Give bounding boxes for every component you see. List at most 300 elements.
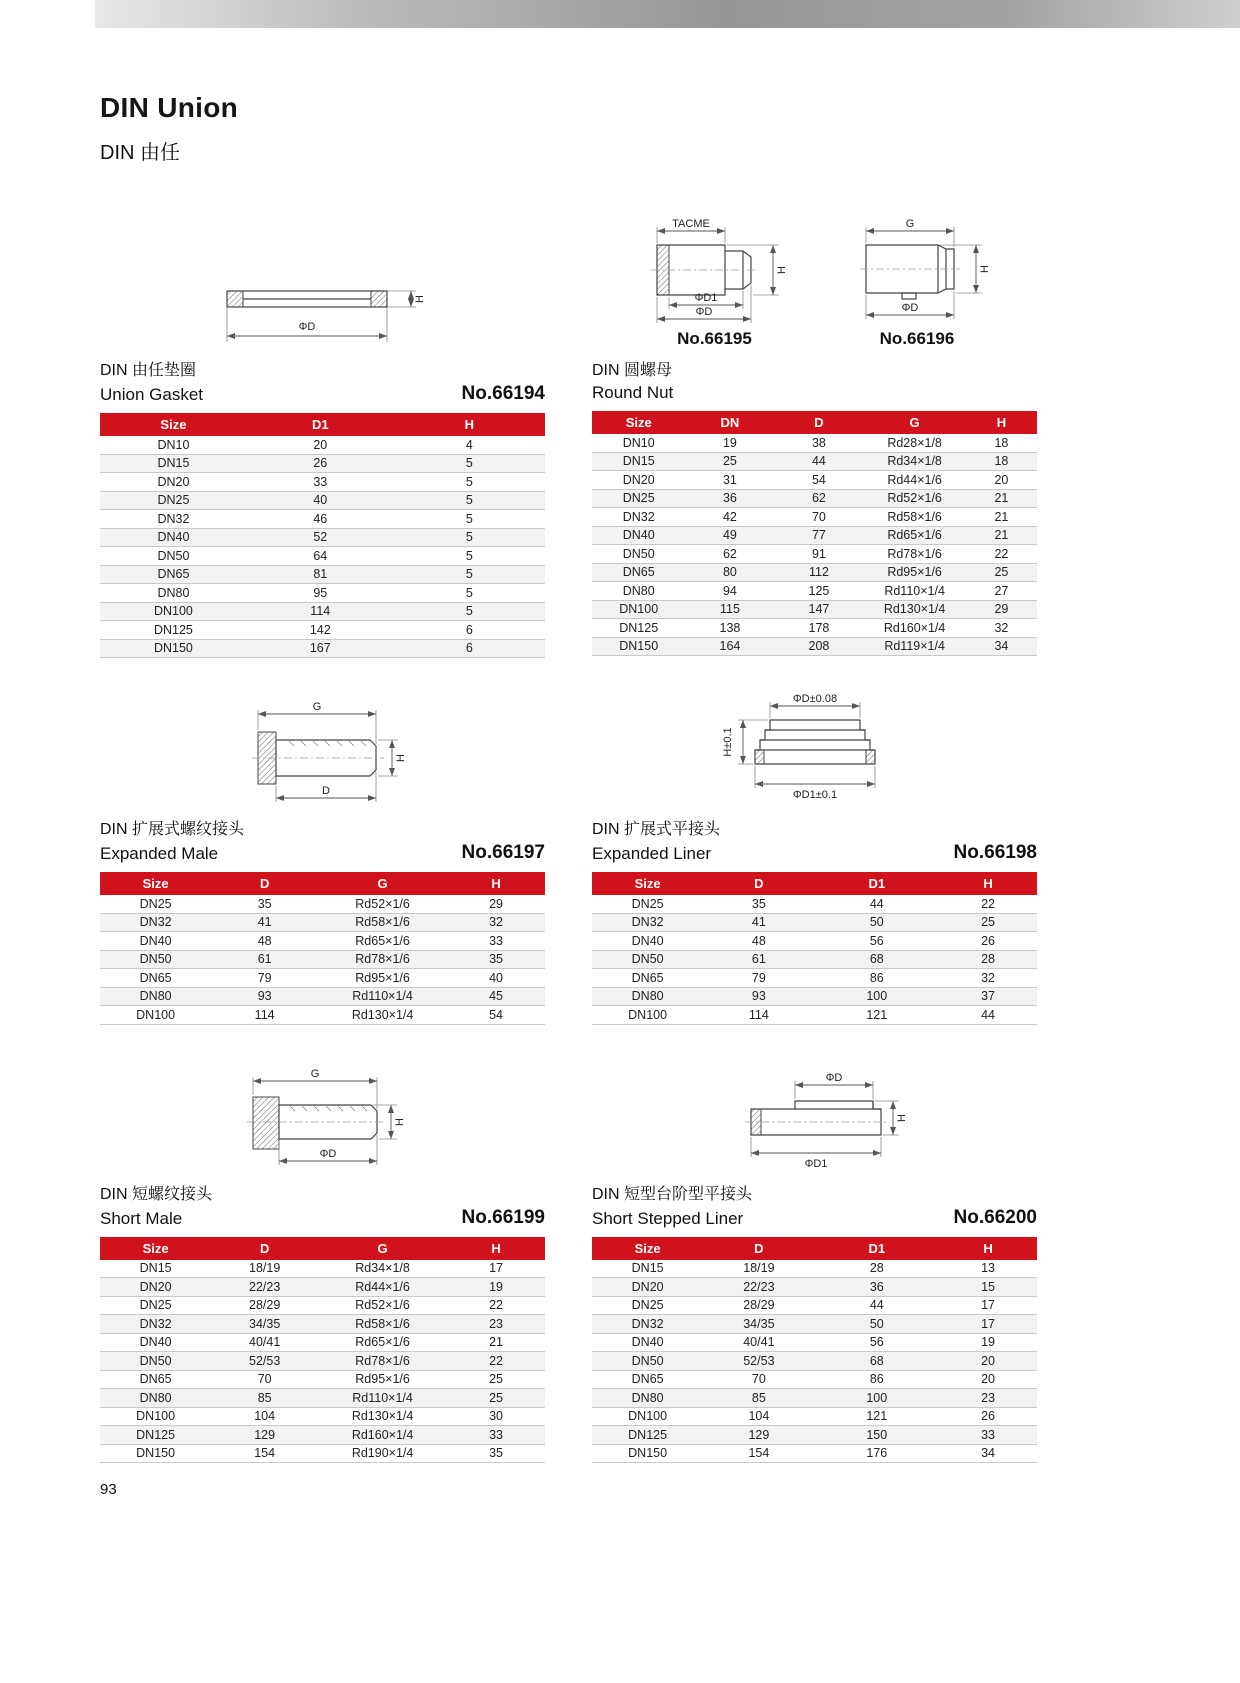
table-cell: 18/19 bbox=[211, 1260, 318, 1278]
table-row bbox=[100, 950, 545, 969]
table-cell: 38 bbox=[774, 434, 863, 452]
table-row bbox=[100, 1278, 545, 1297]
table-row bbox=[592, 1444, 1037, 1463]
table-cell: 18 bbox=[966, 452, 1037, 471]
table-cell: 21 bbox=[966, 508, 1037, 527]
table-row bbox=[592, 913, 1037, 932]
table-cell: 104 bbox=[703, 1407, 814, 1426]
table-cell: 29 bbox=[447, 895, 545, 913]
round-nut-figure-threaded bbox=[637, 213, 792, 349]
table-cell: Rd58×1/6 bbox=[318, 1315, 447, 1334]
part-number: No.66199 bbox=[461, 1206, 545, 1228]
table-row bbox=[100, 454, 545, 473]
table-cell: 25 bbox=[447, 1370, 545, 1389]
short-stepped-liner-technical-drawing bbox=[715, 1069, 915, 1173]
table-cell: DN10 bbox=[592, 434, 685, 452]
table-cell: 19 bbox=[685, 434, 774, 452]
table-cell: 104 bbox=[211, 1407, 318, 1426]
table-cell: 150 bbox=[815, 1426, 940, 1445]
table-cell: DN20 bbox=[592, 471, 685, 490]
table-body bbox=[100, 895, 545, 1024]
table-cell: 34/35 bbox=[703, 1315, 814, 1334]
expanded-male-technical-drawing bbox=[230, 702, 415, 808]
table-cell: 68 bbox=[815, 950, 940, 969]
table-cell: DN50 bbox=[592, 1352, 703, 1371]
table-cell: 129 bbox=[211, 1426, 318, 1445]
table-cell: DN15 bbox=[592, 1260, 703, 1278]
table-row bbox=[100, 584, 545, 603]
table-body bbox=[100, 1260, 545, 1463]
table-cell: DN65 bbox=[592, 969, 703, 988]
table-cell: 100 bbox=[815, 1389, 940, 1408]
table-cell: 30 bbox=[447, 1407, 545, 1426]
column-header: D bbox=[211, 872, 318, 895]
table-cell: 37 bbox=[939, 987, 1037, 1006]
table-cell: 79 bbox=[211, 969, 318, 988]
table-cell: 5 bbox=[394, 510, 545, 529]
table-cell: DN32 bbox=[592, 508, 685, 527]
table-cell: 28/29 bbox=[703, 1296, 814, 1315]
table-cell: DN40 bbox=[592, 932, 703, 951]
table-cell: 25 bbox=[447, 1389, 545, 1408]
table-cell: 52/53 bbox=[211, 1352, 318, 1371]
short-male-technical-drawing bbox=[223, 1069, 423, 1173]
table-cell: DN100 bbox=[100, 602, 247, 621]
table-cell: DN10 bbox=[100, 436, 247, 454]
table-row bbox=[592, 582, 1037, 601]
section-title-en: Expanded Male bbox=[100, 844, 219, 863]
table-cell: Rd44×1/6 bbox=[318, 1278, 447, 1297]
table-cell: 27 bbox=[966, 582, 1037, 601]
table-row bbox=[100, 1296, 545, 1315]
table-row bbox=[592, 950, 1037, 969]
table-cell: DN125 bbox=[100, 621, 247, 640]
section-title-cn: DIN 短螺纹接头 bbox=[100, 1185, 213, 1203]
table-cell: DN32 bbox=[100, 1315, 211, 1334]
table-cell: DN65 bbox=[592, 563, 685, 582]
table-cell: DN150 bbox=[592, 1444, 703, 1463]
table-cell: DN125 bbox=[592, 619, 685, 638]
table-cell: 17 bbox=[939, 1315, 1037, 1334]
column-header: D bbox=[211, 1237, 318, 1260]
table-cell: 25 bbox=[966, 563, 1037, 582]
table-row bbox=[100, 1260, 545, 1278]
table-cell: 154 bbox=[703, 1444, 814, 1463]
table-cell: DN80 bbox=[592, 582, 685, 601]
table-cell: DN40 bbox=[100, 1333, 211, 1352]
column-header: D1 bbox=[247, 413, 394, 436]
table-cell: DN15 bbox=[100, 454, 247, 473]
table-cell: DN15 bbox=[592, 452, 685, 471]
table-header-row bbox=[100, 413, 545, 436]
section-expanded-liner bbox=[592, 694, 1037, 1025]
table-cell: DN100 bbox=[592, 1407, 703, 1426]
table-cell: Rd110×1/4 bbox=[863, 582, 965, 601]
table-cell: Rd95×1/6 bbox=[318, 969, 447, 988]
table-cell: DN150 bbox=[100, 1444, 211, 1463]
dim-label-phi-d1: ΦD1±0.1 bbox=[792, 789, 838, 801]
table-cell: DN65 bbox=[592, 1370, 703, 1389]
table-cell: 167 bbox=[247, 639, 394, 658]
dim-label-g: G bbox=[905, 218, 915, 230]
table-cell: 70 bbox=[211, 1370, 318, 1389]
table-cell: 68 bbox=[815, 1352, 940, 1371]
thread-spec-label: TACME bbox=[672, 218, 710, 230]
table-cell: DN25 bbox=[592, 489, 685, 508]
table-row bbox=[100, 639, 545, 658]
table-row bbox=[592, 619, 1037, 638]
table-row bbox=[100, 1352, 545, 1371]
column-header: H bbox=[394, 413, 545, 436]
round-nut-table bbox=[592, 411, 1037, 656]
dim-label-h: H bbox=[393, 1117, 406, 1126]
table-row bbox=[100, 1315, 545, 1334]
table-cell: DN32 bbox=[100, 913, 211, 932]
table-row bbox=[592, 489, 1037, 508]
column-header: D bbox=[774, 411, 863, 434]
table-cell: 15 bbox=[939, 1278, 1037, 1297]
table-cell: 94 bbox=[685, 582, 774, 601]
table-cell: 208 bbox=[774, 637, 863, 656]
table-row bbox=[100, 1389, 545, 1408]
dim-label-h: H bbox=[979, 265, 991, 273]
table-cell: 32 bbox=[939, 969, 1037, 988]
band-expanded-male-liner bbox=[100, 694, 1037, 1025]
column-header: G bbox=[318, 872, 447, 895]
short-male-table bbox=[100, 1237, 545, 1464]
table-cell: DN125 bbox=[592, 1426, 703, 1445]
table-cell: 32 bbox=[447, 913, 545, 932]
section-union-gasket bbox=[100, 181, 545, 658]
table-cell: 100 bbox=[815, 987, 940, 1006]
table-cell: Rd95×1/6 bbox=[318, 1370, 447, 1389]
column-header: DN bbox=[685, 411, 774, 434]
column-header: D1 bbox=[815, 1237, 940, 1260]
table-cell: 50 bbox=[815, 913, 940, 932]
table-cell: 22/23 bbox=[703, 1278, 814, 1297]
column-header: Size bbox=[592, 411, 685, 434]
table-cell: Rd160×1/4 bbox=[863, 619, 965, 638]
table-cell: 44 bbox=[815, 1296, 940, 1315]
table-cell: 22 bbox=[447, 1296, 545, 1315]
table-cell: DN40 bbox=[100, 932, 211, 951]
dim-label-h: H±0.1 bbox=[722, 727, 734, 757]
table-cell: 70 bbox=[774, 508, 863, 527]
table-cell: 81 bbox=[247, 565, 394, 584]
expanded-male-drawing-area bbox=[100, 694, 545, 816]
table-row bbox=[592, 1278, 1037, 1297]
section-title-cn: DIN 扩展式平接头 bbox=[592, 821, 721, 838]
table-cell: DN100 bbox=[100, 1006, 211, 1025]
table-cell: 5 bbox=[394, 454, 545, 473]
table-cell: 49 bbox=[685, 526, 774, 545]
section-expanded-male bbox=[100, 694, 545, 1025]
dim-label-phi-d: ΦD bbox=[901, 302, 919, 314]
table-cell: 32 bbox=[966, 619, 1037, 638]
section-title-cn: DIN 由任垫圈 bbox=[100, 362, 197, 379]
table-cell: Rd110×1/4 bbox=[318, 1389, 447, 1408]
section-short-male bbox=[100, 1061, 545, 1464]
table-cell: Rd130×1/4 bbox=[863, 600, 965, 619]
table-cell: DN50 bbox=[100, 547, 247, 566]
table-cell: 86 bbox=[815, 1370, 940, 1389]
dim-label-h: H bbox=[395, 754, 407, 762]
table-cell: Rd65×1/6 bbox=[318, 932, 447, 951]
table-cell: 85 bbox=[211, 1389, 318, 1408]
section-header bbox=[100, 1181, 545, 1229]
dim-label-phi-d: ΦD bbox=[825, 1071, 842, 1084]
table-cell: 112 bbox=[774, 563, 863, 582]
table-cell: DN50 bbox=[592, 950, 703, 969]
table-cell: 176 bbox=[815, 1444, 940, 1463]
table-cell: DN100 bbox=[100, 1407, 211, 1426]
table-cell: 95 bbox=[247, 584, 394, 603]
expanded-male-table bbox=[100, 872, 545, 1025]
expanded-liner-drawing-area bbox=[592, 694, 1037, 816]
table-header-row bbox=[100, 872, 545, 895]
table-cell: 22 bbox=[939, 895, 1037, 913]
table-cell: 142 bbox=[247, 621, 394, 640]
table-cell: 17 bbox=[447, 1260, 545, 1278]
table-cell: DN25 bbox=[100, 491, 247, 510]
table-row bbox=[592, 1389, 1037, 1408]
table-cell: 41 bbox=[703, 913, 814, 932]
table-row bbox=[100, 932, 545, 951]
table-row bbox=[100, 1444, 545, 1463]
union-gasket-drawing-area bbox=[100, 181, 545, 357]
dim-label-h: H bbox=[413, 295, 426, 303]
table-cell: DN25 bbox=[100, 1296, 211, 1315]
dim-label-g: G bbox=[310, 1067, 319, 1080]
table-body bbox=[592, 895, 1037, 1024]
table-row bbox=[592, 526, 1037, 545]
table-cell: 48 bbox=[703, 932, 814, 951]
table-cell: 21 bbox=[966, 489, 1037, 508]
table-cell: 22 bbox=[447, 1352, 545, 1371]
column-header: H bbox=[447, 872, 545, 895]
table-row bbox=[592, 969, 1037, 988]
table-cell: 26 bbox=[247, 454, 394, 473]
column-header: H bbox=[966, 411, 1037, 434]
table-cell: 86 bbox=[815, 969, 940, 988]
column-header: Size bbox=[592, 1237, 703, 1260]
table-cell: DN50 bbox=[592, 545, 685, 564]
table-cell: 54 bbox=[774, 471, 863, 490]
expanded-liner-table bbox=[592, 872, 1037, 1025]
round-nut-threaded-technical-drawing bbox=[637, 213, 792, 327]
table-cell: DN15 bbox=[100, 1260, 211, 1278]
table-cell: Rd78×1/6 bbox=[863, 545, 965, 564]
table-cell: 36 bbox=[685, 489, 774, 508]
table-row bbox=[100, 987, 545, 1006]
table-row bbox=[592, 1370, 1037, 1389]
table-cell: 61 bbox=[211, 950, 318, 969]
table-row bbox=[100, 565, 545, 584]
table-cell: 125 bbox=[774, 582, 863, 601]
table-cell: DN65 bbox=[100, 969, 211, 988]
table-cell: DN65 bbox=[100, 1370, 211, 1389]
part-number: No.66200 bbox=[953, 1206, 1037, 1228]
table-cell: 138 bbox=[685, 619, 774, 638]
table-row bbox=[592, 1296, 1037, 1315]
table-cell: 115 bbox=[685, 600, 774, 619]
section-round-nut bbox=[592, 181, 1037, 658]
table-cell: DN25 bbox=[100, 895, 211, 913]
table-cell: 80 bbox=[685, 563, 774, 582]
part-number: No.66194 bbox=[461, 383, 545, 404]
table-cell: 36 bbox=[815, 1278, 940, 1297]
short-stepped-liner-table bbox=[592, 1237, 1037, 1464]
table-cell: 129 bbox=[703, 1426, 814, 1445]
section-title-cn: DIN 圆螺母 bbox=[592, 362, 673, 379]
round-nut-plain-technical-drawing bbox=[842, 215, 992, 327]
table-cell: 23 bbox=[939, 1389, 1037, 1408]
table-cell: 40/41 bbox=[703, 1333, 814, 1352]
table-cell: Rd78×1/6 bbox=[318, 1352, 447, 1371]
table-cell: 33 bbox=[447, 932, 545, 951]
table-cell: 13 bbox=[939, 1260, 1037, 1278]
short-male-drawing-area bbox=[100, 1061, 545, 1181]
round-nut-figure-plain bbox=[842, 215, 992, 349]
table-cell: 70 bbox=[703, 1370, 814, 1389]
page-content bbox=[100, 0, 1037, 1463]
table-row bbox=[592, 987, 1037, 1006]
table-cell: Rd34×1/8 bbox=[318, 1260, 447, 1278]
table-cell: 56 bbox=[815, 932, 940, 951]
table-header-row bbox=[592, 411, 1037, 434]
table-cell: Rd58×1/6 bbox=[318, 913, 447, 932]
table-cell: 22/23 bbox=[211, 1278, 318, 1297]
dim-label-h: H bbox=[895, 1113, 908, 1122]
column-header: Size bbox=[100, 413, 247, 436]
column-header: H bbox=[447, 1237, 545, 1260]
table-cell: DN80 bbox=[100, 584, 247, 603]
table-cell: 85 bbox=[703, 1389, 814, 1408]
table-cell: 40 bbox=[447, 969, 545, 988]
table-row bbox=[100, 1426, 545, 1445]
table-row bbox=[592, 545, 1037, 564]
table-cell: 21 bbox=[966, 526, 1037, 545]
section-title-en: Round Nut bbox=[592, 383, 674, 402]
table-cell: 22 bbox=[966, 545, 1037, 564]
part-number-66195: No.66195 bbox=[677, 329, 752, 348]
table-cell: 28 bbox=[939, 950, 1037, 969]
table-body bbox=[592, 1260, 1037, 1463]
column-header: H bbox=[939, 1237, 1037, 1260]
page-number: 93 bbox=[100, 1481, 117, 1498]
table-cell: 5 bbox=[394, 528, 545, 547]
table-cell: 114 bbox=[703, 1006, 814, 1025]
dim-label-d: D bbox=[322, 785, 330, 797]
expanded-liner-technical-drawing bbox=[712, 690, 917, 808]
table-cell: 56 bbox=[815, 1333, 940, 1352]
table-cell: 6 bbox=[394, 639, 545, 658]
table-cell: Rd160×1/4 bbox=[318, 1426, 447, 1445]
table-cell: 48 bbox=[211, 932, 318, 951]
table-cell: DN50 bbox=[100, 1352, 211, 1371]
column-header: H bbox=[939, 872, 1037, 895]
table-cell: 77 bbox=[774, 526, 863, 545]
section-short-stepped-liner bbox=[592, 1061, 1037, 1464]
table-cell: Rd190×1/4 bbox=[318, 1444, 447, 1463]
table-cell: DN32 bbox=[100, 510, 247, 529]
table-row bbox=[100, 913, 545, 932]
table-cell: DN80 bbox=[100, 1389, 211, 1408]
table-cell: 62 bbox=[685, 545, 774, 564]
table-header-row bbox=[100, 1237, 545, 1260]
table-cell: DN150 bbox=[100, 639, 247, 658]
table-row bbox=[100, 510, 545, 529]
table-cell: 154 bbox=[211, 1444, 318, 1463]
dim-label-phi-d1: ΦD1 bbox=[804, 1157, 827, 1170]
table-cell: 29 bbox=[966, 600, 1037, 619]
table-cell: 20 bbox=[939, 1352, 1037, 1371]
table-cell: 35 bbox=[447, 1444, 545, 1463]
part-number-66196: No.66196 bbox=[879, 329, 955, 348]
table-cell: 178 bbox=[774, 619, 863, 638]
table-cell: 20 bbox=[247, 436, 394, 454]
table-cell: 5 bbox=[394, 584, 545, 603]
table-cell: DN100 bbox=[592, 600, 685, 619]
table-cell: 121 bbox=[815, 1006, 940, 1025]
table-cell: 52 bbox=[247, 528, 394, 547]
table-cell: 26 bbox=[939, 1407, 1037, 1426]
table-cell: Rd110×1/4 bbox=[318, 987, 447, 1006]
short-stepped-liner-drawing-area bbox=[592, 1061, 1037, 1181]
table-row bbox=[100, 895, 545, 913]
table-row bbox=[592, 1315, 1037, 1334]
table-cell: DN20 bbox=[100, 473, 247, 492]
column-header: Size bbox=[592, 872, 703, 895]
table-row bbox=[100, 1407, 545, 1426]
table-cell: 93 bbox=[703, 987, 814, 1006]
table-cell: DN25 bbox=[592, 895, 703, 913]
table-cell: 164 bbox=[685, 637, 774, 656]
table-cell: 44 bbox=[815, 895, 940, 913]
column-header: D bbox=[703, 1237, 814, 1260]
table-row bbox=[592, 471, 1037, 490]
table-row bbox=[592, 637, 1037, 656]
table-cell: DN80 bbox=[592, 987, 703, 1006]
table-row bbox=[592, 1333, 1037, 1352]
dim-label-phi-d1: ΦD1 bbox=[694, 292, 718, 304]
table-cell: Rd95×1/6 bbox=[863, 563, 965, 582]
table-cell: 18 bbox=[966, 434, 1037, 452]
table-row bbox=[100, 969, 545, 988]
column-header: G bbox=[863, 411, 965, 434]
band-union-gasket-round-nut bbox=[100, 181, 1037, 658]
table-row bbox=[100, 602, 545, 621]
table-row bbox=[100, 1333, 545, 1352]
table-row bbox=[592, 452, 1037, 471]
column-header: Size bbox=[100, 872, 211, 895]
round-nut-drawing-area bbox=[592, 181, 1037, 357]
table-cell: 34/35 bbox=[211, 1315, 318, 1334]
table-row bbox=[592, 1426, 1037, 1445]
table-cell: 41 bbox=[211, 913, 318, 932]
table-cell: DN65 bbox=[100, 565, 247, 584]
band-short-male-stepped-liner bbox=[100, 1061, 1037, 1464]
table-cell: 34 bbox=[939, 1444, 1037, 1463]
table-row bbox=[100, 1370, 545, 1389]
table-cell: Rd58×1/6 bbox=[863, 508, 965, 527]
table-row bbox=[592, 1260, 1037, 1278]
table-cell: 42 bbox=[685, 508, 774, 527]
table-cell: 23 bbox=[447, 1315, 545, 1334]
dim-label-g: G bbox=[312, 701, 322, 713]
table-cell: DN32 bbox=[592, 913, 703, 932]
table-row bbox=[100, 436, 545, 454]
